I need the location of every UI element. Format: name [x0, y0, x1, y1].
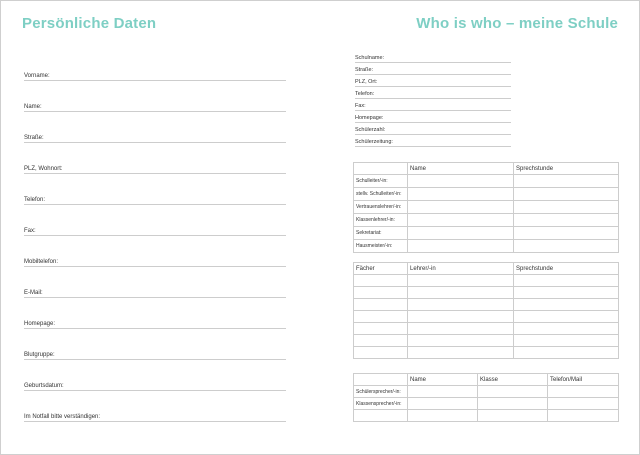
table-cell[interactable]: [408, 398, 478, 410]
table-row: [354, 287, 619, 299]
table-cell[interactable]: [548, 398, 619, 410]
field-label: E-Mail:: [24, 290, 43, 296]
emergency-contact-field[interactable]: [24, 409, 286, 422]
table-cell[interactable]: [408, 240, 514, 253]
table-cell[interactable]: [408, 227, 514, 240]
table-cell[interactable]: [354, 335, 408, 347]
table-cell[interactable]: [354, 311, 408, 323]
table-header-cell: Sprechstunde: [514, 163, 619, 175]
field-label: Telefon:: [355, 91, 375, 97]
table-header-cell: Lehrer/-in: [408, 263, 514, 275]
table-cell[interactable]: [478, 386, 548, 398]
table-cell[interactable]: [408, 311, 514, 323]
table-cell[interactable]: [408, 188, 514, 201]
table-cell[interactable]: [478, 410, 548, 422]
school-title: Who is who – meine Schule: [416, 15, 618, 32]
school-name-field[interactable]: [355, 52, 511, 63]
table-row: [354, 347, 619, 359]
table-row: [354, 275, 619, 287]
field-label: Fax:: [24, 228, 36, 234]
row-label: Klassenlehrer/-in:: [354, 214, 408, 227]
table-row: [354, 335, 619, 347]
table-row: [354, 240, 619, 253]
birthdate-field[interactable]: [24, 378, 286, 391]
field-label: Homepage:: [24, 321, 56, 327]
student-count-field[interactable]: [355, 124, 511, 135]
table-cell[interactable]: [354, 347, 408, 359]
table-cell[interactable]: [408, 335, 514, 347]
field-label: Schülerzeitung:: [355, 139, 393, 145]
table-cell[interactable]: [548, 410, 619, 422]
table-cell[interactable]: [548, 386, 619, 398]
table-cell[interactable]: [408, 347, 514, 359]
table-row: [354, 299, 619, 311]
zip-city-field[interactable]: [24, 161, 286, 174]
table-cell[interactable]: [408, 275, 514, 287]
blood-type-field[interactable]: [24, 347, 286, 360]
table-header-cell: [354, 374, 408, 386]
school-street-field[interactable]: [355, 64, 511, 75]
field-label: Schülerzahl:: [355, 127, 386, 133]
fax-field[interactable]: [24, 223, 286, 236]
field-label: Geburtsdatum:: [24, 383, 64, 389]
mobile-field[interactable]: [24, 254, 286, 267]
table-cell[interactable]: [514, 201, 619, 214]
table-cell[interactable]: [354, 275, 408, 287]
table-header-cell: [354, 163, 408, 175]
table-row: [354, 386, 619, 398]
row-label: Klassensprecher/-in:: [354, 398, 408, 410]
table-header-row: [354, 163, 619, 175]
table-cell[interactable]: [514, 311, 619, 323]
field-label: Name:: [24, 104, 42, 110]
table-header-cell: Klasse: [478, 374, 548, 386]
table-cell[interactable]: [514, 347, 619, 359]
row-label: Schulleiter/-in:: [354, 175, 408, 188]
row-label: Hausmeister/-in:: [354, 240, 408, 253]
table-cell[interactable]: [408, 410, 478, 422]
street-field[interactable]: [24, 130, 286, 143]
school-phone-field[interactable]: [355, 88, 511, 99]
table-cell[interactable]: [514, 227, 619, 240]
school-zip-city-field[interactable]: [355, 76, 511, 87]
table-header-cell: Name: [408, 163, 514, 175]
table-cell[interactable]: [354, 287, 408, 299]
table-cell[interactable]: [514, 240, 619, 253]
row-label: Vertrauenslehrer/-in:: [354, 201, 408, 214]
table-cell[interactable]: [408, 323, 514, 335]
field-label: Blutgruppe:: [24, 352, 55, 358]
homepage-field[interactable]: [24, 316, 286, 329]
field-label: Fax:: [355, 103, 366, 109]
table-header-row: [354, 374, 619, 386]
table-row: [354, 323, 619, 335]
table-cell[interactable]: [514, 335, 619, 347]
table-row: [354, 201, 619, 214]
table-cell[interactable]: [514, 214, 619, 227]
table-cell[interactable]: [408, 201, 514, 214]
row-label: stellv. Schulleiter/-in:: [354, 188, 408, 201]
table-cell[interactable]: [514, 275, 619, 287]
table-row: [354, 188, 619, 201]
field-label: Homepage:: [355, 115, 384, 121]
table-header-cell: Fächer: [354, 263, 408, 275]
row-label: Schülersprecher/-in:: [354, 386, 408, 398]
table-cell[interactable]: [478, 398, 548, 410]
table-cell[interactable]: [408, 287, 514, 299]
table-cell[interactable]: [514, 299, 619, 311]
table-cell[interactable]: [408, 214, 514, 227]
row-label: [354, 410, 408, 422]
field-label: Telefon:: [24, 197, 46, 203]
table-cell[interactable]: [354, 323, 408, 335]
field-label: Straße:: [355, 67, 374, 73]
staff-table: [353, 162, 619, 253]
subjects-table: [353, 262, 619, 359]
table-cell[interactable]: [408, 175, 514, 188]
first-name-field[interactable]: [24, 68, 286, 81]
table-cell[interactable]: [514, 188, 619, 201]
table-row: [354, 398, 619, 410]
field-label: PLZ, Wohnort:: [24, 166, 63, 172]
table-row: [354, 311, 619, 323]
table-header-cell: Sprechstunde: [514, 263, 619, 275]
school-homepage-field[interactable]: [355, 112, 511, 123]
school-fax-field[interactable]: [355, 100, 511, 111]
field-label: Im Notfall bitte verständigen:: [24, 414, 101, 420]
table-row: [354, 214, 619, 227]
email-field[interactable]: [24, 285, 286, 298]
table-row: [354, 175, 619, 188]
table-header-row: [354, 263, 619, 275]
last-name-field[interactable]: [24, 99, 286, 112]
personal-data-title: Persönliche Daten: [22, 15, 157, 32]
field-label: Schulname:: [355, 55, 385, 61]
table-cell[interactable]: [408, 299, 514, 311]
phone-field[interactable]: [24, 192, 286, 205]
student-reps-table: [353, 373, 619, 422]
table-cell[interactable]: [514, 175, 619, 188]
table-row: [354, 227, 619, 240]
table-header-cell: Name: [408, 374, 478, 386]
field-label: Straße:: [24, 135, 44, 141]
table-cell[interactable]: [514, 287, 619, 299]
school-newspaper-field[interactable]: [355, 136, 511, 147]
field-label: PLZ, Ort:: [355, 79, 378, 85]
table-cell[interactable]: [354, 299, 408, 311]
row-label: Sekretariat:: [354, 227, 408, 240]
field-label: Mobiltelefon:: [24, 259, 59, 265]
field-label: Vorname:: [24, 73, 50, 79]
table-cell[interactable]: [514, 323, 619, 335]
table-cell[interactable]: [408, 386, 478, 398]
table-header-cell: Telefon/Mail: [548, 374, 619, 386]
table-row: [354, 410, 619, 422]
